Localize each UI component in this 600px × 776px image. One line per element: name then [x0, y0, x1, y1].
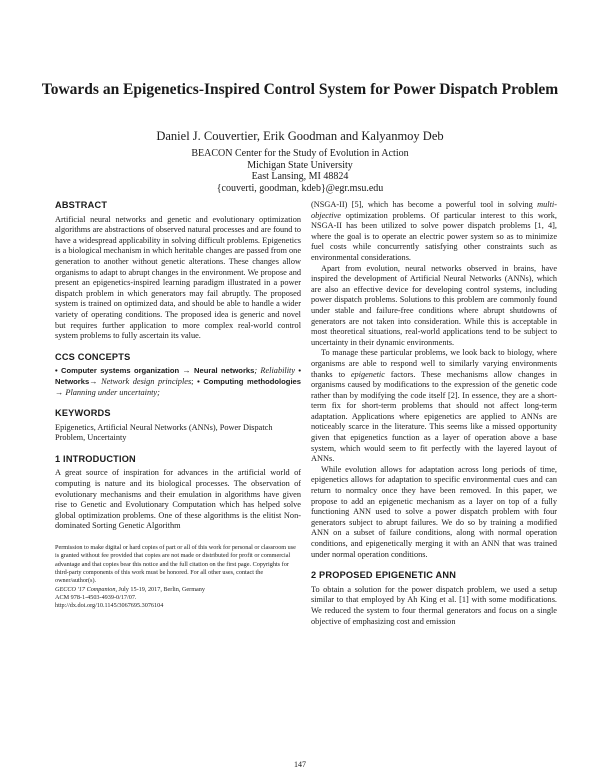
keywords-text: Epigenetics, Artificial Neural Networks (ANNs), Power Dispatch Problem, Uncertainty — [55, 422, 273, 443]
intro-paragraph-2: Apart from evolution, neural networks observed in brains, have inspired the development of Artificial Neural Networks (ANNs), which are also an effective device for developing control systems, including power dispatch problems. Solutions to this problem are commonly found under stable and failure-free conditions where abrupt shutdowns of generators are not taken into consideration. While this is acceptable in most theoretical situations, real-world applications tend to be subject to uncertainty in their dynamic environments. — [311, 263, 557, 347]
introduction-heading: 1 INTRODUCTION — [55, 453, 136, 464]
page-number: 147 — [294, 760, 306, 769]
ccs-concepts: • Computer systems organization → Neural networks; Reliability • Networks→ Network design principles; • Computing methodologies → Planning under uncertainty; — [55, 366, 302, 397]
affiliation-center: BEACON Center for the Study of Evolution in Action — [191, 148, 409, 159]
footnote-isbn: ACM 978-1-4503-4939-0/17/07. — [55, 593, 137, 601]
section2-heading: 2 PROPOSED EPIGENETIC ANN — [311, 570, 457, 581]
affiliation-emails: {couverti, goodman, kdeb}@egr.msu.edu — [216, 182, 384, 194]
ccs-item2: • Networks — [55, 366, 301, 386]
footnote-permission: Permission to make digital or hard copies of part or all of this work for personal or classroom use is granted without fee provided that copies are not made or distributed for profit or commercial advantage and that copies bear this notice and the full citation on the first page. Copyrights for third-party components of this work must be honored. For all other uses, contact the owner/author(s). — [55, 544, 296, 585]
affiliation-university: Michigan State University — [247, 159, 353, 171]
keywords-heading: KEYWORDS — [55, 408, 111, 419]
ccs-item3: • Computing methodologies — [197, 376, 302, 386]
ccs-item1: • Computer systems organization — [55, 366, 180, 376]
intro-paragraph-4: While evolution allows for adaptation across long periods of time, epigenetics allows for adaptation to specific environmental cues and can return to normalcy once they have been removed. In this paper, we propose to add an epigenetic mechanism as a layer on top of a fully functioning ANN used to solve a power dispatch problem with four generators subject to abrupt failures. We do so by training a modified ANN on a subset of failure conditions, along with normal operation conditions, and epigenetically merging it with an ANN that was trained under normal operation conditions. — [311, 464, 557, 559]
ccs-item1-sub: Neural networks — [194, 366, 255, 376]
ccs-item3-sub: Planning under uncertainty; — [65, 387, 160, 397]
intro-paragraph-3: To manage these particular problems, we look back to biology, where organisms are able to respond well to similarly varying environments thanks to epigenetic factors. These mechanisms allow changes in organisms caused by modifications to the expression of the genetic code rather than by modifying the code itself [2]. In essence, they are a short-term fix for short-term problems that should not affect long-term adaptation. Applications where epigenetics are applied to ANNs are noticeably scarce in the literature. This seems like a missed opportunity given that epigenetics function as a layer of operation above a base system, which would seem to fit perfectly with the layered layout of ANNs. — [311, 348, 557, 464]
footnote — [55, 544, 301, 610]
paper-title: Towards an Epigenetics-Inspired Control System for Power Dispatch Problem — [41, 81, 559, 98]
left-column — [55, 200, 301, 610]
ccs-item2-sub: Network design principles — [101, 376, 192, 386]
footnote-doi: http://dx.doi.org/10.1145/3067695.3076104 — [55, 602, 164, 610]
affiliation-city: East Lansing, MI 48824 — [251, 171, 349, 182]
ccs-heading: CCS CONCEPTS — [55, 351, 131, 362]
affiliation — [40, 148, 560, 194]
right-column — [311, 200, 557, 627]
section2-text: To obtain a solution for the power dispatch problem, we used a setup similar to that employed by Ah King et al. [1] with some modifications. We reduced the system to four thermal generators and focus on a single objective of emphasizing cost and emission — [311, 584, 557, 626]
intro-paragraph-1: A great source of inspiration for advances in the artificial world of computing is nature and its biological processes. The observation of evolutionary mechanisms and their emulation in algorithms have given rise to Genetic and Evolutionary Computation which has helped solve global optimization problems. One of these algorithms is the elitist Non-dominated Sorting Genetic Algorithm — [55, 468, 301, 531]
abstract-text: Artificial neural networks and genetic and evolutionary optimization algorithms are abstractions of observed natural processes and are found to have a widespread applicability in solving difficult problems. Epigenetics is a biological mechanism in which heritable changes are passed from one generation to another without genetic alterations. These changes allow organisms to adapt to abrupt changes in the environment. We propose and present an epigenetics-inspired learning paradigm illustrated in a power dispatch problem in which generators may fail abruptly. The proposed system is trained on optimized data, and should be able to handle a wider variety of operating conditions. The proposed idea is generic and novel but requires further application to more complex real-world control system problems to fully ascertain its value. — [55, 214, 301, 341]
footnote-conference: GECCO '17 Companion, July 15-19, 2017, Berlin, Germany — [55, 585, 205, 593]
abstract-heading: ABSTRACT — [55, 200, 108, 210]
authors: Daniel J. Couvertier, Erik Goodman and Kalyanmoy Deb — [156, 129, 444, 143]
intro-paragraph-1-continued: (NSGA-II) [5], which has become a powerful tool in solving multi-objective optimization problems. Of particular interest to this work, NSGA-II has been utilized to solve power dispatch problems [1, 4], where the goal is to operate an electric power system so as to minimize fuel costs while concurrently satisfying other constraints such as environmental considerations. — [311, 200, 557, 262]
